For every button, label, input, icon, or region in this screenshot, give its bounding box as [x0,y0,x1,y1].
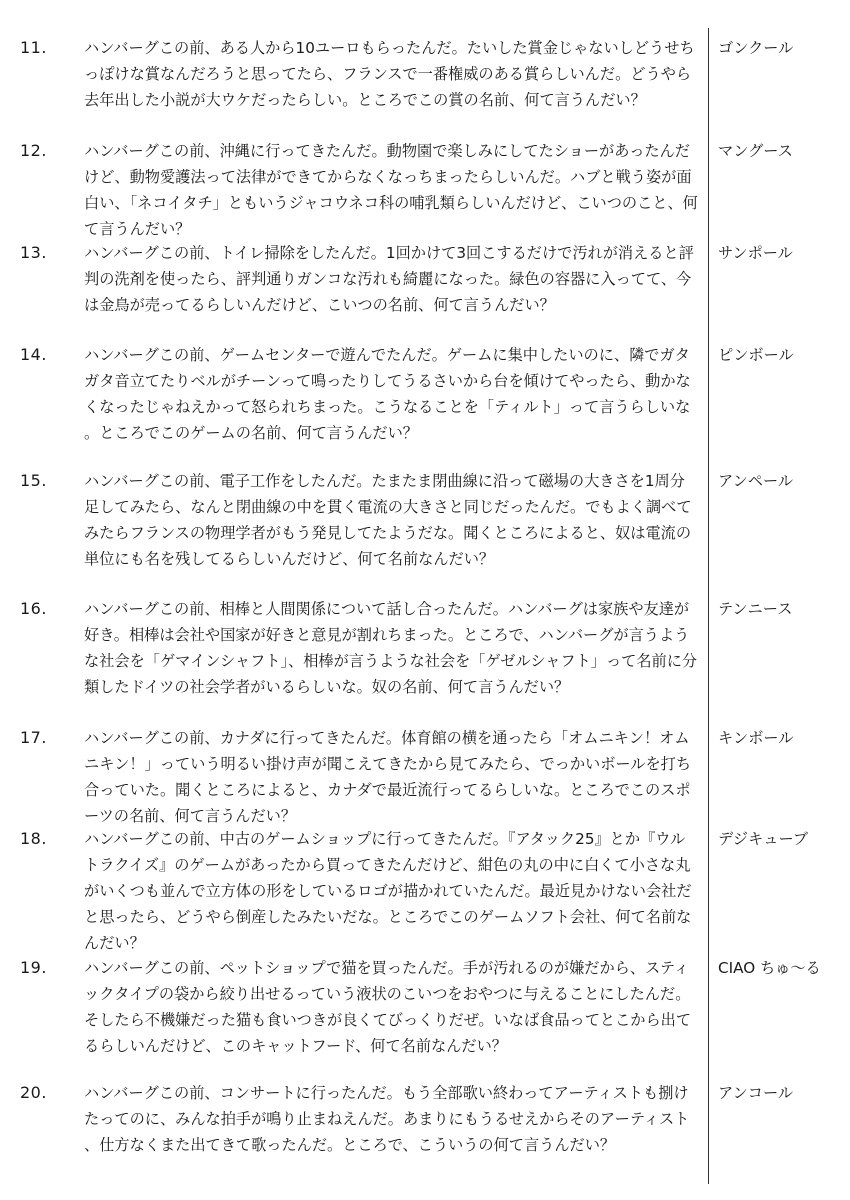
question-number: 11. [20,38,47,57]
question-text: ハンバーグこの前、トイレ掃除をしたんだ。1回かけて3回こするだけで汚れが消えると評判の洗剤を使ったら、評判通りガンコな汚れも綺麗になった。緑色の容器に入ってて、今は金鳥が売ってるらしいんだけど、こいつの名前、何て言うんだい？ [84,244,694,314]
question-text: ハンバーグこの前、ゲームセンターで遊んでたんだ。ゲームに集中したいのに、隣でガタガタ音立てたりベルがチーンって鳴ったりしてうるさいから台を傾けてやったら、動かなくなったじゃねえかって怒られちまった。こうなることを「ティルト」って言うらしいな。ところでこのゲームの名前、何て言うんだい？ [84,346,691,442]
column-divider [708,28,709,1184]
answer-text: デジキューブ [718,830,809,848]
answer-text: CIAO ちゅ～る [718,959,821,977]
question-text: ハンバーグこの前、コンサートに行ったんだ。もう全部歌い終わってアーティストも捌けたってのに、みんな拍手が鳴り止まねえんだ。あまりにもうるせえからそのアーティスト、仕方なくまた出てきて歌ったんだ。ところで、こういうの何て言うんだい？ [84,1084,690,1154]
question-number: 13. [20,243,47,262]
question-number: 12. [20,141,47,160]
question-text: ハンバーグこの前、中古のゲームショップに行ってきたんだ。『アタック25』とか『ウルトラクイズ』のゲームがあったから買ってきたんだけど、紺色の丸の中に白くて小さな丸がいくつも並んで立方体の形をしているロゴが描かれていたんだ。最近見かけない会社だと思ったら、どうやら倒産したみたいだな。ところでこのゲームソフト会社、何て名前なんだい？ [84,830,692,952]
answer-text: テンニース [718,600,793,618]
answer-text: ゴンクール [718,39,794,57]
question-number: 18. [20,829,47,848]
question-text: ハンバーグこの前、電子工作をしたんだ。たまたま閉曲線に沿って磁場の大きさを1周分足してみたら、なんと閉曲線の中を貫く電流の大きさと同じだったんだ。でもよく調べてみたらフランスの物理学者がもう発見してたようだな。聞くところによると、奴は電流の単位にも名を残してるらしいんだけど、何て名前なんだい？ [84,472,692,568]
question-number: 20. [20,1083,47,1102]
question-number: 19. [20,958,47,977]
answer-text: アンペール [718,472,794,490]
answer-text: サンポール [718,244,793,262]
question-text: ハンバーグこの前、ペットショップで猫を買ったんだ。手が汚れるのが嫌だから、スティックタイプの袋から絞り出せるっていう液状のこいつをおやつに与えることにしたんだ。そしたら不機嫌だった猫も食いつきが良くてびっくりだぜ。いなば食品ってとこから出てるらしいんだけど、このキャットフード、何て名前なんだい？ [84,959,692,1055]
answer-text: キンボール [718,729,794,747]
question-text: ハンバーグこの前、ある人から10ユーロもらったんだ。たいした賞金じゃないしどうせちっぽけな賞なんだろうと思ってたら、フランスで一番権威のある賞らしいんだ。どうやら去年出した小説が大ウケだったらしい。ところでこの賞の名前、何て言うんだい？ [84,39,695,109]
question-text: ハンバーグこの前、沖縄に行ってきたんだ。動物園で楽しみにしてたショーがあったんだけど、動物愛護法って法律ができてからなくなっちまったらしいんだ。ハブと戦う姿が面白い、「ネコイタチ」ともいうジャコウネコ科の哺乳類らしいんだけど、こいつのこと、何て言うんだい？ [84,142,698,238]
question-number: 17. [20,728,47,747]
answer-text: マングース [718,142,793,160]
answer-text: ピンボール [718,346,794,364]
answer-text: アンコール [718,1084,794,1102]
question-text: ハンバーグこの前、カナダに行ってきたんだ。体育館の横を通ったら「オムニキン！オムニキン！」っていう明るい掛け声が聞こえてきたから見てみたら、でっかいボールを打ち合っていた。聞くところによると、カナダで最近流行ってるらしいな。ところでこのスポーツの名前、何て言うんだい？ [84,729,692,825]
question-number: 16. [20,599,47,618]
question-number: 15. [20,471,47,490]
question-number: 14. [20,345,47,364]
question-text: ハンバーグこの前、相棒と人間関係について話し合ったんだ。ハンバーグは家族や友達が好き。相棒は会社や国家が好きと意見が割れちまった。ところで、ハンバーグが言うような社会を「ゲマインシャフト」、相棒が言うような社会を「ゲゼルシャフト」って名前に分類したドイツの社会学者がいるらしいな。奴の名前、何て言うんだい？ [84,600,698,696]
